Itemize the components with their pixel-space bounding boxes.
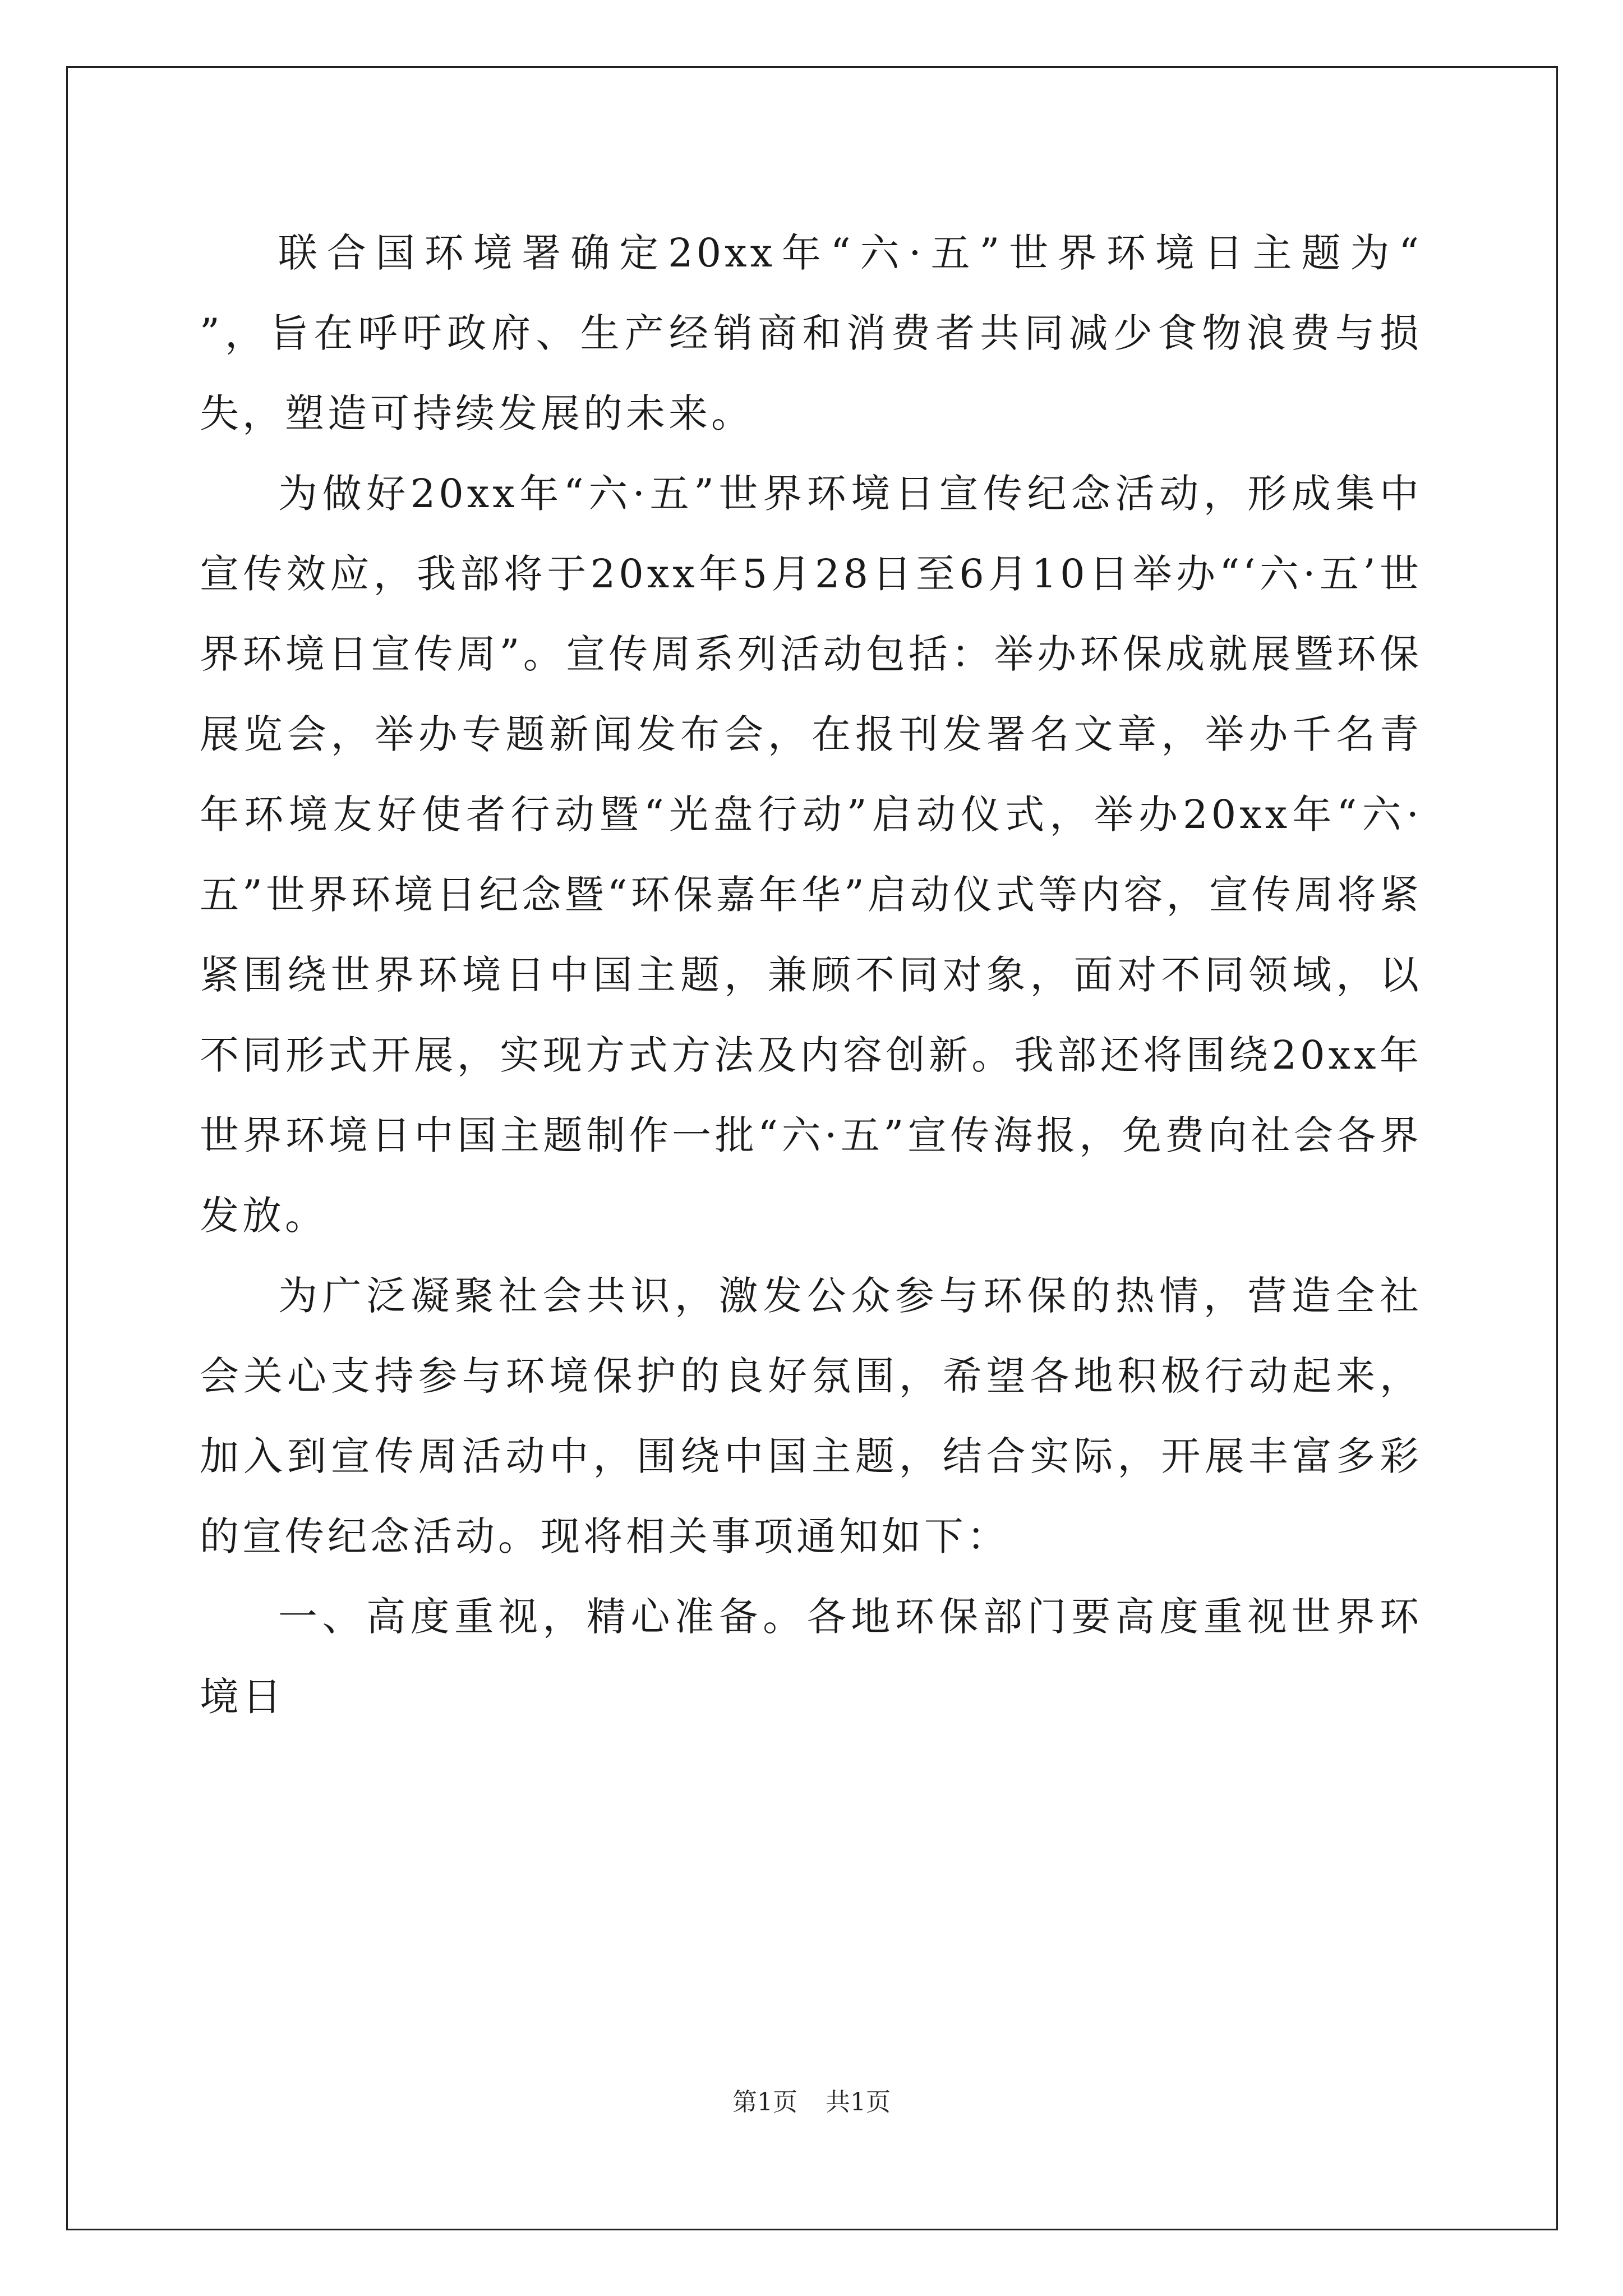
- paragraph-item-one: 一、高度重视，精心准备。各地环保部门要高度重视世界环境日: [200, 1594, 1422, 1720]
- paragraph-call-to-action: 为广泛凝聚社会共识，激发公众参与环保的热情，营造全社会关心支持参与环境保护的良好氛围，希望各地积极行动起来，加入到宣传周活动中，围绕中国主题，结合实际，开展丰富多彩的宣传纪念活动。现将相关事项通知如下：: [200, 1273, 1422, 1559]
- page-number-total: 共1页: [826, 2088, 891, 2116]
- page-footer: [0, 2086, 1623, 2119]
- paragraph-theme: 联合国环境署确定20xx年“六·五”世界环境日主题为“ ”，旨在呼吁政府、生产经销商和消费者共同减少食物浪费与损失，塑造可持续发展的未来。: [200, 230, 1593, 436]
- document-body: [200, 213, 1593, 1737]
- page-number-current: 第1页: [732, 2088, 797, 2116]
- paragraph-publicity-week: 为做好20xx年“六·五”世界环境日宣传纪念活动，形成集中宣传效应，我部将于20xx年5月28日至6月10日举办“‘六·五’世界环境日宣传周”。宣传周系列活动包括：举办环保成就展暨环保展览会，举办专题新闻发布会，在报刊发署名文章，举办千名青年环境友好使者行动暨“光盘行动”启动仪式，举办20xx年“六·五”世界环境日纪念暨“环保嘉年华”启动仪式等内容，宣传周将紧紧围绕世界环境日中国主题，兼顾不同对象，面对不同领域，以不同形式开展，实现方式方法及内容创新。我部还将围绕20xx年世界环境日中国主题制作一批“六·五”宣传海报，免费向社会各界发放。: [200, 471, 1422, 1239]
